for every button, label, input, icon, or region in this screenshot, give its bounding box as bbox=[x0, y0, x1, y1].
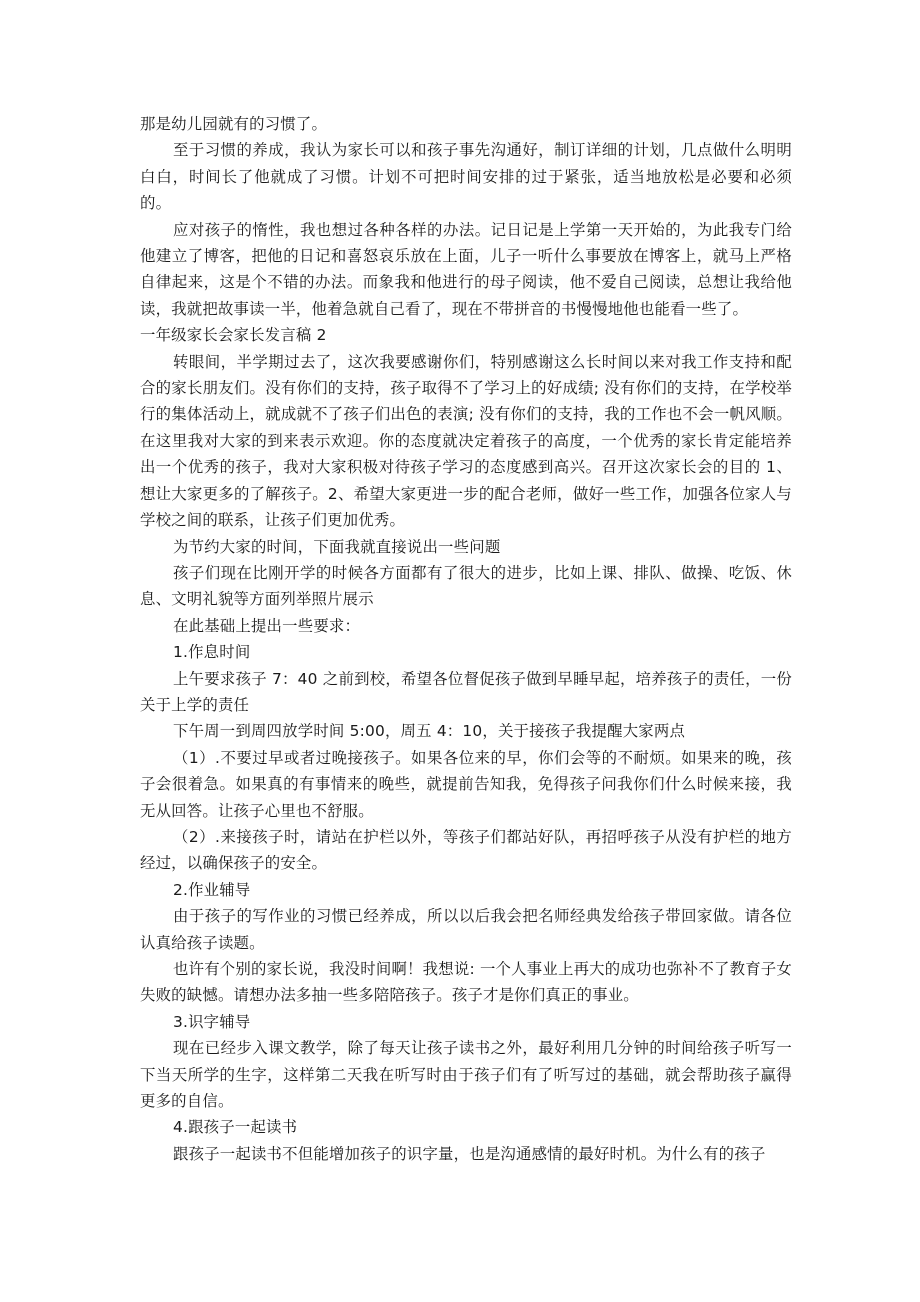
paragraph-15: 跟孩子一起读书不但能增加孩子的识字量，也是沟通感情的最好时机。为什么有的孩子 bbox=[173, 1144, 766, 1163]
subheading-homework: 2.作业辅导 bbox=[173, 880, 251, 899]
paragraph-13: 也许有个别的家长说，我没时间啊！我想说: 一个人事业上再大的成功也弥补不了教育子女失败的缺憾。请想办法多抽一些多陪陪孩子。孩子才是你们真正的事业。 bbox=[140, 960, 792, 1005]
subheading-reading: 4.跟孩子一起读书 bbox=[173, 1118, 298, 1137]
paragraph-14: 现在已经步入课文教学，除了每天让孩子读书之外，最好利用几分钟的时间给孩子听写一下当天所学的生字，这样第二天我在听写时由于孩子们有了听写过的基础，就会帮助孩子赢得更多的自信。 bbox=[140, 1039, 792, 1111]
paragraph-2: 至于习惯的养成，我认为家长可以和孩子事先沟通好，制订详细的计划，几点做什么明明白白，时间长了他就成了习惯。计划不可把时间安排的过于紧张，适当地放松是必要和必须的。 bbox=[140, 141, 792, 213]
paragraph-1: 那是幼儿园就有的习惯了。 bbox=[140, 115, 328, 133]
subheading-schedule: 1.作息时间 bbox=[173, 643, 251, 662]
paragraph-6: 孩子们现在比刚开学的时候各方面都有了很大的进步，比如上课、排队、做操、吃饭、休息、文明礼貌等方面列举照片展示 bbox=[140, 563, 792, 609]
section-heading: 一年级家长会家长发言稿 2 bbox=[140, 326, 327, 345]
paragraph-3: 应对孩子的惰性，我也想过各种各样的办法。记日记是上学第一天开始的，为此我专门给他建立了博客，把他的日记和喜怒哀乐放在上面，儿子一听什么事要放在博客上，就马上严格自律起来，这是个不错的办法。而象我和他进行的母子阅读，他不爱自己阅读，总想让我给他读，我就把故事读一半，他着急就自己看了，现在不带拼音的书慢慢地他也能看一些了。 bbox=[140, 220, 792, 318]
paragraph-5: 为节约大家的时间，下面我就直接说出一些问题 bbox=[173, 537, 501, 556]
paragraph-9: 下午周一到周四放学时间 5:00，周五 4：10，关于接孩子我提醒大家两点 bbox=[173, 722, 686, 741]
paragraph-7: 在此基础上提出一些要求： bbox=[173, 616, 361, 635]
document-page bbox=[140, 111, 792, 1167]
paragraph-12: 由于孩子的写作业的习惯已经养成，所以以后我会把名师经典发给孩子带回家做。请各位认真给孩子读题。 bbox=[140, 907, 792, 952]
paragraph-4: 转眼间，半学期过去了，这次我要感谢你们，特别感谢这么长时间以来对我工作支持和配合的家长朋友们。没有你们的支持，孩子取得不了学习上的好成绩; 没有你们的支持，在学校举行的集体活动上，就成就不了孩子们出色的表演; 没有你们的支持，我的工作也不会一帆风顺。在这里我对大家的到来表示欢迎。你的态度就决定着孩子的高度，一个优秀的家长肯定能培养出一个优秀的孩子，我对大家积极对待孩子学习的态度感到高兴。召开这次家长会的目的 1、想让大家更多的了解孩子。2、希望大家更进一步的配合老师，做好一些工作，加强各位家人与学校之间的联系，让孩子们更加优秀。 bbox=[140, 352, 792, 530]
paragraph-10: （1）.不要过早或者过晚接孩子。如果各位来的早，你们会等的不耐烦。如果来的晚，孩子会很着急。如果真的有事情来的晚些，就提前告知我，免得孩子问我你们什么时候来接，我无从回答。让孩子心里也不舒服。 bbox=[140, 748, 792, 820]
paragraph-11: （2）.来接孩子时，请站在护栏以外，等孩子们都站好队，再招呼孩子从没有护栏的地方经过，以确保孩子的安全。 bbox=[140, 827, 792, 873]
paragraph-8: 上午要求孩子 7：40 之前到校，希望各位督促孩子做到早睡早起，培养孩子的责任，一份关于上学的责任 bbox=[140, 669, 792, 714]
subheading-literacy: 3.识字辅导 bbox=[173, 1012, 251, 1031]
